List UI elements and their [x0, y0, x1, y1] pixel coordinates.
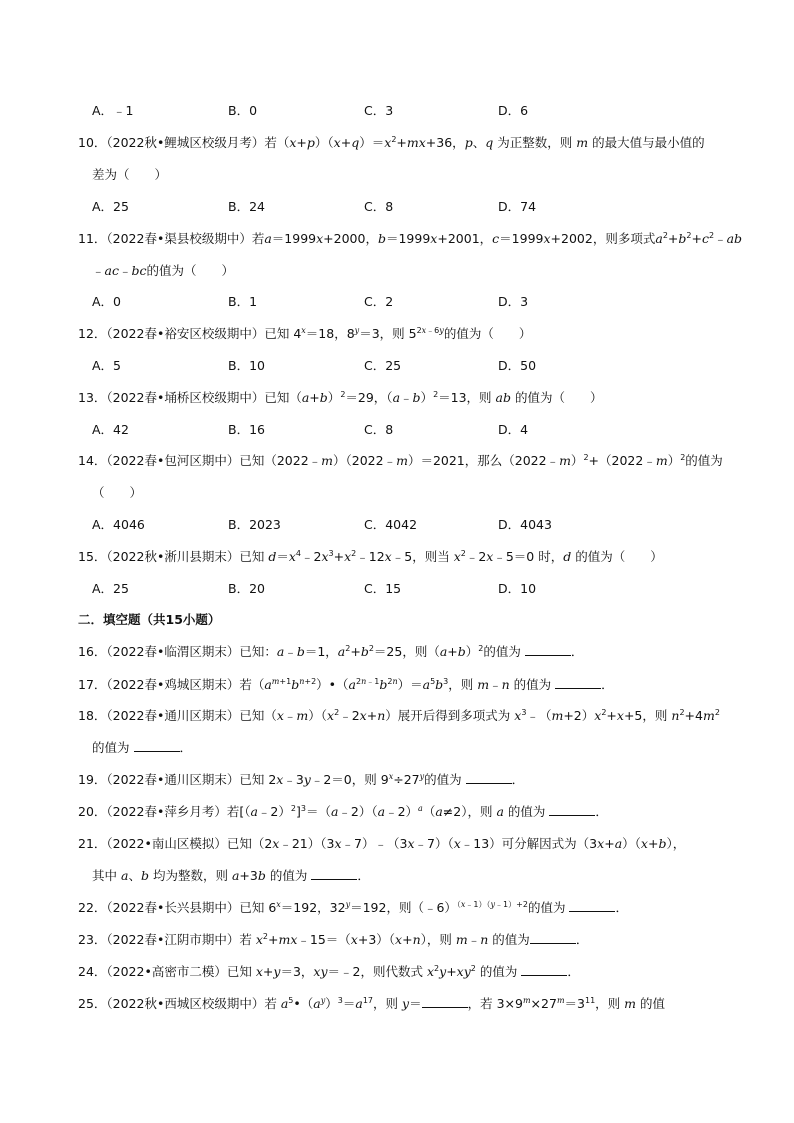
option-d: D．10 [498, 581, 537, 596]
option-a: A．4046 [92, 517, 145, 532]
question-number: 20． [78, 804, 107, 819]
question-source: （2022春•鸡城区期末）若（ [106, 677, 265, 692]
answer-blank[interactable] [530, 931, 576, 944]
question-text-2: ，若 [467, 996, 493, 1011]
question-source: （2022秋•鲤城区校级月考）若（ [106, 135, 290, 150]
question-number: 21． [78, 836, 107, 851]
answer-blank[interactable] [311, 867, 357, 880]
question-number: 16． [78, 644, 107, 659]
answer-blank[interactable] [569, 899, 615, 912]
answer-blank-1[interactable] [422, 995, 468, 1008]
question-14: 14．（2022春•包河区期中）已知（2022﹣m）（2022﹣m）＝2021，那么（2022﹣m）$^2$+（2022﹣m）$^2$的值为 [78, 452, 723, 468]
question-text-2: 时， [538, 549, 564, 564]
question-source: （2022春•埇桥区校级期中）已知（ [106, 390, 302, 405]
option-b: B．10 [228, 358, 265, 373]
question-source: （2022春•包河区期中）已知（2022﹣ [106, 453, 322, 468]
question-text: ，则多项式 [592, 231, 656, 246]
option-c: C．15 [364, 581, 402, 596]
question-text-2: 的最大值与最小值的 [592, 135, 705, 150]
question-13: 13．（2022春•埇桥区校级期中）已知$(a+b)^2=29$，（a﹣b）$^2$＝13，则 ab 的值为（ ） [78, 389, 603, 405]
question-17: 17．（2022春•鸡城区期末）若$(a^{m+1}b^{n+2})•(a^{2n﹣1}b^{2n})=a^5b^3$，则 m﹣n 的值为 ． [78, 676, 614, 692]
question-number: 22． [78, 900, 107, 915]
question-source: （2022春•萍乡月考）若[（ [106, 804, 251, 819]
question-18: 18．（2022春•通川区期末）已知$(x﹣m)(x^2﹣2x+n)$展开后得到多项式为 $x^3﹣(m+2)x^2+x+5$，则 $n^2+4m^2$ [78, 707, 720, 723]
option-b: B．0 [228, 103, 258, 118]
option-d: D．4 [498, 422, 529, 437]
option-c: C．2 [364, 294, 394, 309]
q14-options [92, 515, 692, 535]
question-12: 12．（2022春•裕安区校级期中）已知 $4^x=18$，$8^y=3$，则 $5^{2x﹣6y}$的值为（ ） [78, 325, 532, 341]
option-c: C．3 [364, 103, 394, 118]
question-25: 25．（2022秋•西城区校级期中）若 $a^5•(a^y)^3=a^{17}$，则 y＝ ，若 $3\times 9^m\times 27^m=3^{11}$，则 m 的值 [78, 995, 666, 1011]
q15-options [92, 579, 692, 599]
option-b: B．20 [228, 581, 265, 596]
q13-options [92, 420, 692, 440]
question-source: （2022秋•西城区校级期中）若 [106, 996, 277, 1011]
question-21-line2: 其中 a、b 均为整数，则 a+3b 的值为 ． [92, 868, 370, 883]
option-a: A．5 [92, 358, 122, 373]
answer-blank[interactable] [549, 803, 595, 816]
question-text: ，则当 [412, 549, 450, 564]
question-text: 的值为（ ） [515, 390, 603, 405]
answer-blank[interactable] [134, 739, 180, 752]
answer-blank[interactable] [525, 643, 571, 656]
question-source: （2022春•通川区期末）已知（ [106, 708, 277, 723]
question-text: 为正整数，则 [497, 135, 573, 150]
question-text: 展开后得到多项式为 [397, 708, 511, 723]
question-18-line2: 的值为 ． [92, 740, 193, 755]
answer-blank[interactable] [466, 771, 512, 784]
option-a: A．42 [92, 422, 129, 437]
question-text-2: ，则 [642, 708, 668, 723]
question-number: 23． [78, 932, 107, 947]
question-source: （2022春•裕安区校级期中）已知 [106, 326, 290, 341]
question-15: 15．（2022秋•淅川县期末）已知 $d=x^4﹣2x^3+x^2﹣12x﹣5$，则当 $x^2﹣2x﹣5=0$ 时，d 的值为（ ） [78, 548, 663, 564]
option-d: D．50 [498, 358, 537, 373]
question-number: 24． [78, 964, 107, 979]
q9-options [92, 101, 692, 121]
question-14-line2: （ ） [92, 485, 143, 500]
question-text-4: 的值 [640, 996, 666, 1011]
option-c: C．8 [364, 199, 394, 214]
question-19: 19．（2022春•通川区期末）已知 2x﹣3y﹣2＝0，则 $9^x\div 27^y$的值为 ． [78, 771, 525, 787]
question-source: （2022秋•淅川县期末）已知 [106, 549, 265, 564]
question-text: ，那么（2022﹣ [464, 453, 560, 468]
question-22: 22．（2022春•长兴县期中）已知 $6^x=192$，$32^y=192$，则（﹣6）$^{(x﹣1)(y﹣1)+2}$的值为 ． [78, 899, 628, 915]
question-source: （2022春•通川区期末）已知 [106, 772, 265, 787]
question-11: 11．（2022春•渠县校级期中）若a＝1999x+2000，b＝1999x+2001，c＝1999x+2002，则多项式$a^2+b^2+c^2﹣ab$ [78, 230, 743, 246]
option-c: C．4042 [364, 517, 418, 532]
question-text: 的值为 [527, 900, 566, 915]
question-20: 20．（2022春•萍乡月考）若[（a﹣2）$^2$]$^3$＝（a﹣2）（a﹣2）$^a$（a≠2），则 a 的值为 ． [78, 803, 608, 819]
question-source: （2022春•渠县校级期中）若 [106, 231, 265, 246]
option-d: D．3 [498, 294, 529, 309]
q12-options [92, 356, 692, 376]
option-b: B．24 [228, 199, 265, 214]
question-number: 15． [78, 549, 107, 564]
option-c: C．25 [364, 358, 402, 373]
option-a: A．﹣1 [92, 103, 134, 118]
option-d: D．74 [498, 199, 537, 214]
question-text: 的值为（ ） [146, 263, 235, 278]
option-c: C．8 [364, 422, 394, 437]
question-number: 19． [78, 772, 107, 787]
answer-blank[interactable] [555, 676, 601, 689]
section-heading: 二．填空题（共15小题） [78, 612, 221, 627]
option-d: D．4043 [498, 517, 552, 532]
question-text: 的值为 [424, 772, 462, 787]
question-text: ，则 [373, 996, 399, 1011]
option-a: A．0 [92, 294, 122, 309]
option-b: B．16 [228, 422, 265, 437]
question-number: 11． [78, 231, 107, 246]
question-text: 的值为 [513, 677, 552, 692]
question-24: 24．（2022•高密市二模）已知 x+y＝3，xy＝﹣2，则代数式 $x^2y+xy^2$ 的值为 ． [78, 963, 580, 979]
question-number: 17． [78, 677, 107, 692]
question-source: （2022春•长兴县期中）已知 [106, 900, 265, 915]
question-number: 10． [78, 135, 107, 150]
question-number: 14． [78, 453, 107, 468]
question-number: 12． [78, 326, 107, 341]
question-text: 的值为（ ） [443, 326, 532, 341]
question-23: 23．（2022春•江阴市期中）若 $x^2+mx﹣15=(x+3)(x+n)$，则 m﹣n 的值为 ． [78, 931, 589, 947]
option-d: D．6 [498, 103, 529, 118]
question-text: 的值为 [492, 932, 530, 947]
question-text: 的值为 [483, 644, 521, 659]
question-source: （2022春•江阴市期中）若 [106, 932, 252, 947]
question-10-line2: 差为（ ） [92, 167, 168, 182]
question-16: 16．（2022春•临渭区期末）已知：a﹣b＝1，$a^2+b^2=25$，则$(a+b)^2$的值为 ． [78, 643, 584, 659]
option-b: B．2023 [228, 517, 281, 532]
question-21: 21．（2022•南山区模拟）已知（2x﹣21）（3x﹣7）﹣（3x﹣7）（x﹣13）可分解因式为（3x+a）（x+b）， [78, 836, 686, 851]
question-source: （2022春•临渭区期末）已知： [106, 644, 277, 659]
option-a: A．25 [92, 581, 129, 596]
question-11-line2: ﹣ac﹣bc的值为（ ） [92, 263, 235, 278]
question-text-2: 的值为 [685, 453, 723, 468]
answer-blank[interactable] [521, 963, 567, 976]
option-b: B．1 [228, 294, 258, 309]
question-text: ，则代数式 [360, 964, 423, 979]
question-text-2: 的值为 [479, 964, 518, 979]
option-a: A．25 [92, 199, 129, 214]
question-number: 18． [78, 708, 107, 723]
question-number: 13． [78, 390, 107, 405]
question-source: （2022•高密市二模）已知 [106, 964, 252, 979]
q10-options [92, 197, 692, 217]
question-text-3: 的值为（ ） [575, 549, 663, 564]
q11-options [92, 292, 692, 312]
question-number: 25． [78, 996, 107, 1011]
question-source: （2022•南山区模拟）已知（ [106, 836, 265, 851]
question-text: 的值为 [507, 804, 546, 819]
question-10: 10．（2022秋•鲤城区校级月考）若$(x+p)(x+q)=x^2+mx+36$，p、q 为正整数，则 m 的最大值与最小值的 [78, 134, 705, 150]
question-text: 可分解因式为（3 [501, 836, 598, 851]
question-text-3: ，则 [595, 996, 621, 1011]
